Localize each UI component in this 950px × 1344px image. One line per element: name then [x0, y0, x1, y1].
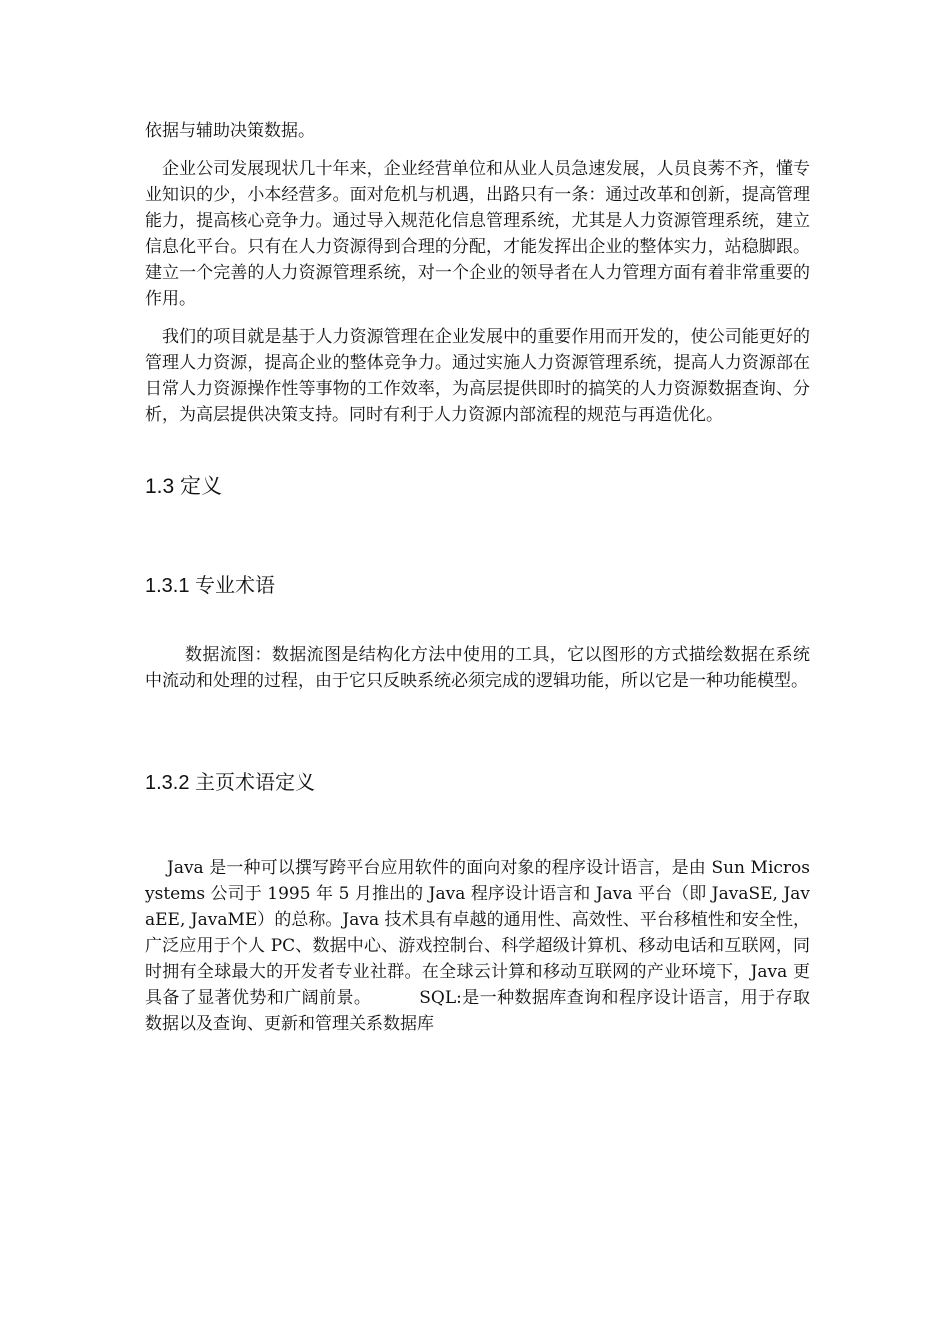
paragraph-continuation: 依据与辅助决策数据。 — [145, 121, 315, 141]
java-definition: Java 是一种可以撰写跨平台应用软件的面向对象的程序设计语言，是由 Sun Microsystems 公司于 1995 年 5 月推出的 Java 程序设计语言和 Java 平台（即 JavaSE, JavaEE, JavaME）的总称。Java 技术具有卓越的通用性、高效性、平台移植性和安全性，广泛应用于个人 PC、数据中心、游戏控制台、科学超级计算机、移动电话和互联网，同时拥有全球最大的开发者专业社群。在全球云计算和移动互联网的产业环境下，Java 更具备了显著优势和广阔前景。 — [145, 858, 810, 1008]
heading-1-3-definition: 1.3 定义 — [145, 475, 223, 498]
paragraph-project-purpose: 我们的项目就是基于人力资源管理在企业发展中的重要作用而开发的，使公司能更好的管理人力资源，提高企业的整体竞争力。通过实施人力资源管理系统，提高人力资源部在日常人力资源操作性等事物的工作效率，为高层提供即时的搞笑的人力资源数据查询、分析，为高层提供决策支持。同时有利于人力资源内部流程的规范与再造优化。 — [145, 327, 810, 425]
sql-definition: SQL:是一种数据库查询和程序设计语言，用于存取数据以及查询、更新和管理关系数据库 — [145, 988, 810, 1034]
paragraph-company-status: 企业公司发展现状几十年来，企业经营单位和从业人员急速发展，人员良莠不齐，懂专业知识的少，小本经营多。面对危机与机遇，出路只有一条：通过改革和创新，提高管理能力，提高核心竞争力。通过导入规范化信息管理系统，尤其是人力资源管理系统，建立信息化平台。只有在人力资源得到合理的分配，才能发挥出企业的整体实力，站稳脚跟。建立一个完善的人力资源管理系统，对一个企业的领导者在人力管理方面有着非常重要的作用。 — [145, 159, 810, 309]
heading-1-3-2-homepage-terms: 1.3.2 主页术语定义 — [145, 772, 316, 794]
paragraph-data-flow-diagram: 数据流图：数据流图是结构化方法中使用的工具，它以图形的方式描绘数据在系统中流动和处理的过程，由于它只反映系统必须完成的逻辑功能，所以它是一种功能模型。 — [145, 645, 810, 691]
document-page — [145, 118, 810, 1037]
paragraph-java-sql — [145, 855, 810, 1037]
heading-1-3-1-terms: 1.3.1 专业术语 — [145, 575, 276, 597]
